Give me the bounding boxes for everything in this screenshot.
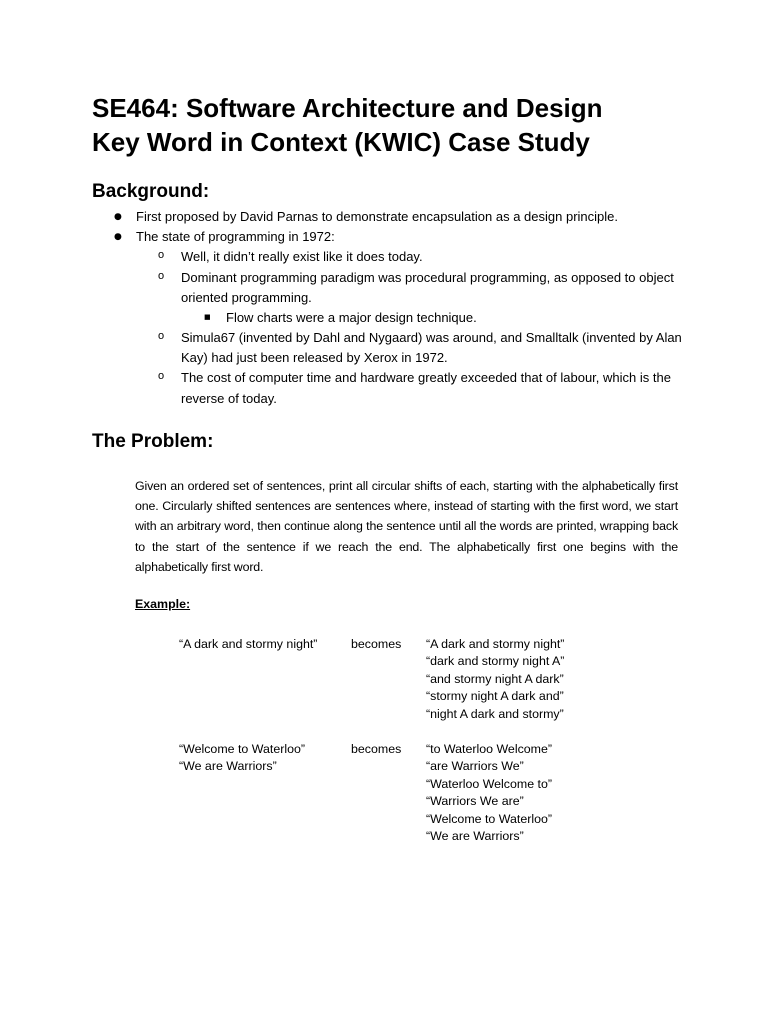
problem-paragraph: Given an ordered set of sentences, print all circular shifts of each, starting with the alphabetically first one. Circularly shifted sentences are sentences where, instead of starting with the first word, we start with an arbitrary word, then continue along the sentence until all the words are printed, wrapping back to the start of the sentence if we reach the end. The alphabetically first one begins with the alphabetically first word.: [135, 479, 678, 574]
example-2-output-line: “to Waterloo Welcome”: [426, 742, 553, 756]
background-sub-bullet-2-line-1: Dominant programming paradigm was procedural programming, as opposed to object: [181, 270, 674, 285]
example-2-output-line: “Warriors We are”: [426, 794, 524, 809]
background-sub-bullet-3-line-1: Simula67 (invented by Dahl and Nygaard) was around, and Smalltalk (invented by Alan: [181, 330, 682, 345]
example-label: Example:: [135, 597, 191, 611]
background-sub-bullet-4-line-1: The cost of computer time and hardware greatly exceeded that of labour, which is the: [181, 370, 671, 385]
example-2-input: [179, 741, 305, 776]
circle-bullet-icon: o: [158, 270, 165, 282]
bullet-icon: ●: [114, 212, 122, 222]
problem-heading: The Problem:: [92, 431, 214, 452]
bullet-icon: ●: [114, 232, 122, 242]
example-1-output-line: “night A dark and stormy”: [426, 706, 564, 721]
background-sub-bullet-2-line-2: oriented programming.: [181, 290, 312, 305]
example-2-input-line: “We are Warriors”: [179, 759, 277, 774]
document-title-line-2: Key Word in Context (KWIC) Case Study: [92, 127, 590, 157]
example-2-input-line: “Welcome to Waterloo”: [179, 742, 306, 756]
document-title-line-1: SE464: Software Architecture and Design: [92, 93, 603, 123]
example-1-input-line: “A dark and stormy night”: [179, 637, 318, 651]
background-bullet-2: The state of programming in 1972:: [136, 229, 335, 244]
background-sub-bullet-4-line-2: reverse of today.: [181, 391, 277, 406]
background-heading: Background:: [92, 181, 210, 202]
example-1-output-line: “dark and stormy night A”: [426, 654, 565, 669]
background-sub-bullet-3-line-2: Kay) had just been released by Xerox in 1972.: [181, 350, 448, 365]
example-2-output: [426, 741, 552, 845]
circle-bullet-icon: o: [158, 249, 165, 261]
background-sub-sub-bullet-1: Flow charts were a major design technique.: [226, 310, 477, 325]
example-1-output-line: “stormy night A dark and”: [426, 689, 564, 704]
example-2-output-line: “Welcome to Waterloo”: [426, 811, 553, 826]
square-bullet-icon: ■: [204, 313, 211, 321]
example-1-output-line: “A dark and stormy night”: [426, 637, 565, 651]
example-1-output-line: “and stormy night A dark”: [426, 671, 564, 686]
example-2-output-line: “are Warriors We”: [426, 759, 524, 774]
background-bullet-1: First proposed by David Parnas to demonstrate encapsulation as a design principle.: [136, 209, 618, 224]
circle-bullet-icon: o: [158, 370, 165, 382]
example-2-output-line: “We are Warriors”: [426, 829, 524, 844]
example-2-becomes: becomes: [351, 742, 402, 756]
example-1-output: [426, 636, 564, 723]
circle-bullet-icon: o: [158, 330, 165, 342]
example-1-becomes: becomes: [351, 637, 402, 651]
example-2-output-line: “Waterloo Welcome to”: [426, 776, 553, 791]
example-1-input: [179, 636, 317, 653]
background-sub-bullet-1: Well, it didn’t really exist like it does today.: [181, 249, 423, 264]
